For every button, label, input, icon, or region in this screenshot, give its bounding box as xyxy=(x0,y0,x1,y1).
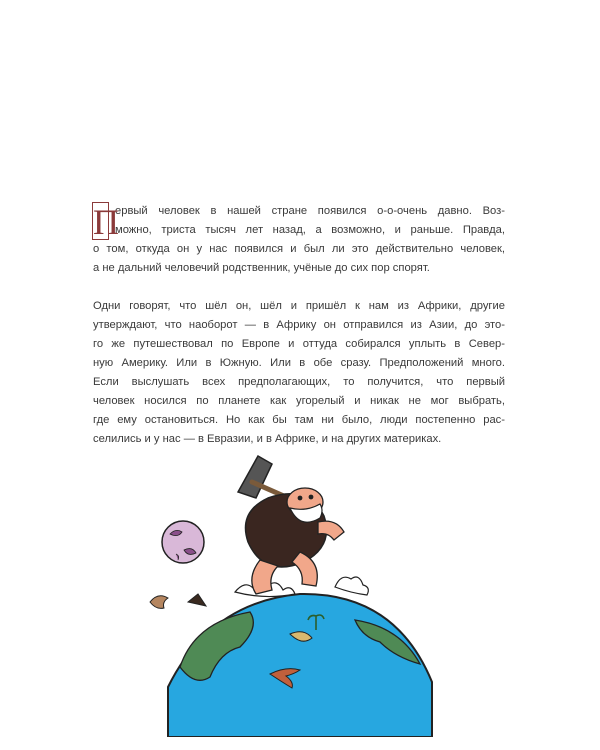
caveman-icon xyxy=(238,456,344,594)
text-line: селились и у нас — в Евразии, и в Африке, и на других материках. xyxy=(93,433,442,445)
text-line: а не дальний человечий родственник, учёные до сих пор спорят. xyxy=(93,262,430,274)
text-line: где ему остановиться. Но как бы там ни было, люди постепенно рас- xyxy=(93,414,505,426)
drop-cap: П xyxy=(93,202,119,242)
text-line: Если выслушать всех предполагающих, то получится, что первый xyxy=(93,376,505,388)
small-planet-icon xyxy=(162,521,204,563)
text-line: ную Америку. Или в Южную. Или в обе сразу. Предположений много. xyxy=(93,357,505,369)
text-line: о том, откуда он у нас появился и был ли это действительно человек, xyxy=(93,243,505,255)
paragraph-1 xyxy=(93,202,505,278)
text-line: утверждают, что наоборот — в Африку он отправился из Азии, до это- xyxy=(93,319,505,331)
text-line: Одни говорят, что шёл он, шёл и пришёл к нам из Африки, другие xyxy=(93,300,505,312)
paragraph-2 xyxy=(93,297,505,449)
text-line: го же путешествовал по Европе и оттуда собирался уплыть в Север- xyxy=(93,338,505,350)
text-line: человек носился по планете как угорелый и никак не мог выбрать, xyxy=(93,395,505,407)
text-line: ервый человек в нашей стране появился о-о-очень давно. Воз- xyxy=(115,205,505,217)
globe-icon xyxy=(150,577,432,737)
caveman-on-globe-illustration xyxy=(140,452,450,737)
text-line: можно, триста тысяч лет назад, а возможно, и раньше. Правда, xyxy=(115,224,505,236)
article-text xyxy=(93,202,505,449)
